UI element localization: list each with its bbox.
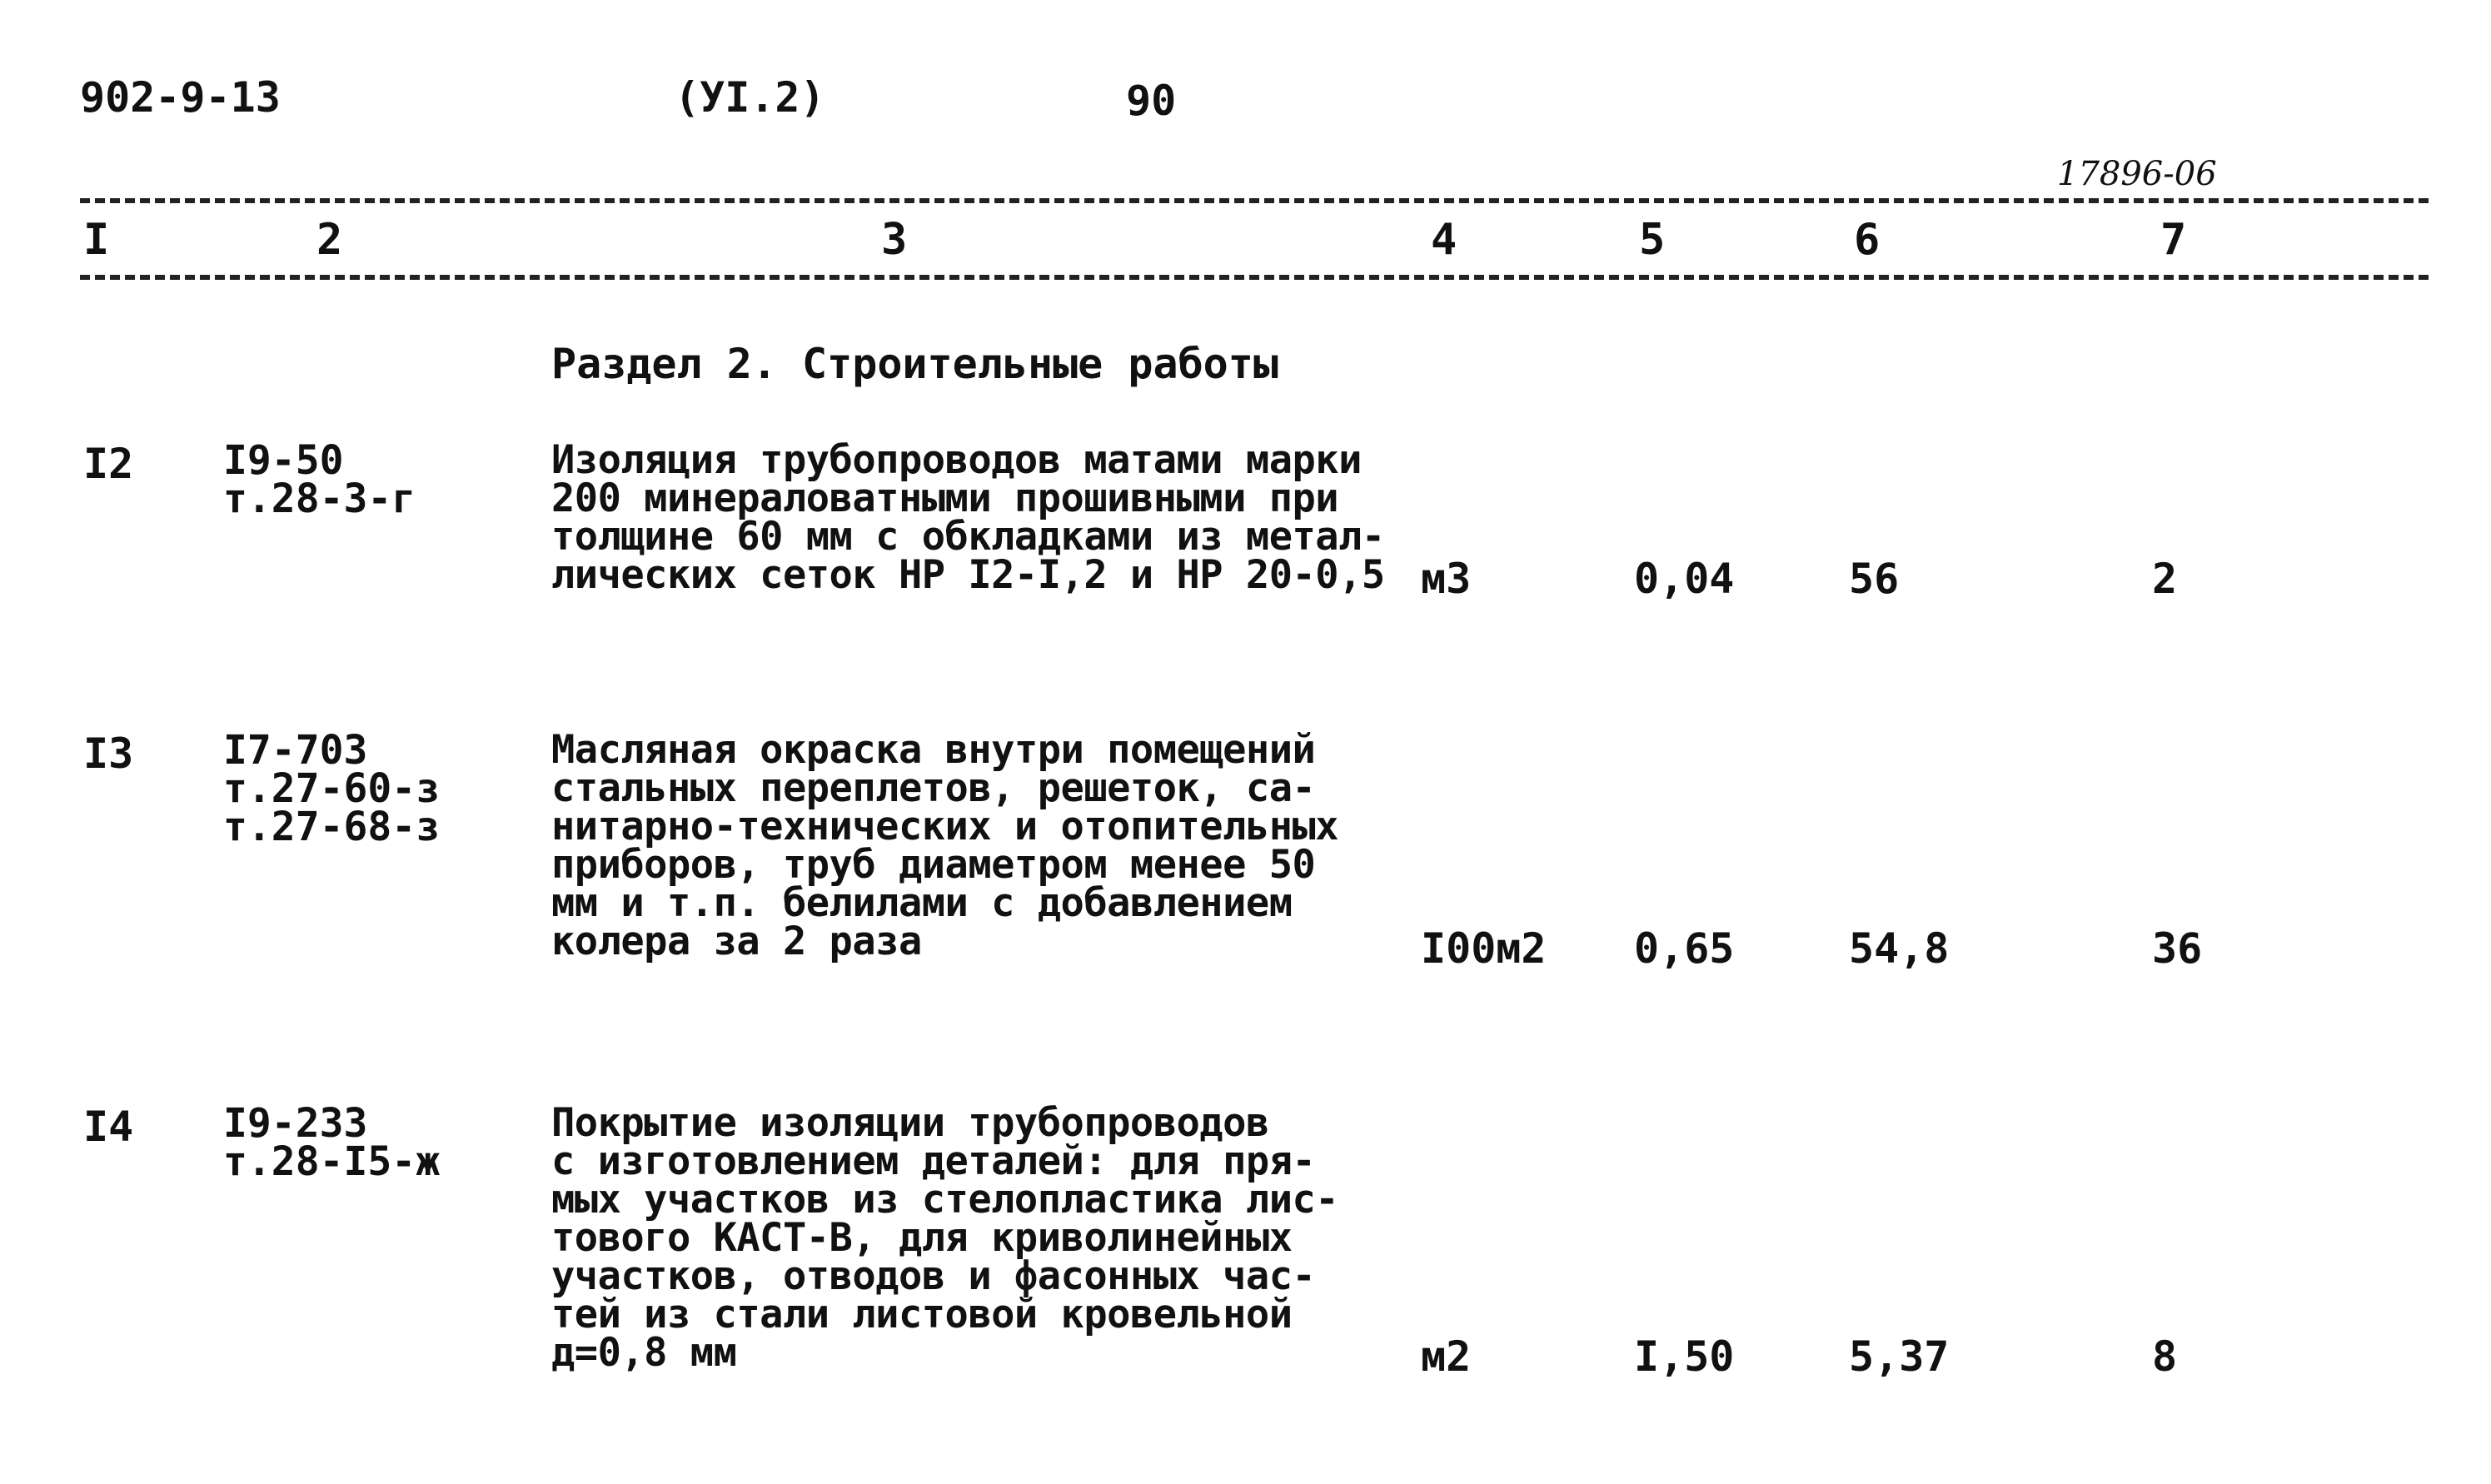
quantity: I,50: [1634, 1332, 1735, 1381]
unit-price: 5,37: [1849, 1332, 1950, 1381]
total-cost: 2: [2152, 555, 2178, 603]
header-bottom-rule: [80, 275, 2429, 280]
row-number: I2: [83, 440, 134, 488]
section-reference: (УI.2): [675, 73, 825, 122]
quantity: 0,65: [1634, 924, 1735, 973]
unit-price: 56: [1849, 555, 1900, 603]
rate-code: I7-703 т.27-60-з т.27-68-з: [223, 727, 441, 850]
page-number: 90: [1126, 77, 1177, 125]
column-header-5: 5: [1639, 215, 1666, 265]
document-code: 902-9-13: [80, 73, 281, 122]
work-description: Масляная окраска внутри помещений стальных переплетов, решеток, са- нитарно-технических и отопительных приборов, труб диаметром менее 50 мм и т.п. белилами с добавлением колера за 2 раза: [551, 727, 1339, 964]
rate-code: I9-233 т.28-I5-ж: [223, 1100, 441, 1185]
section-title: Раздел 2. Строительные работы: [551, 340, 1278, 388]
unit: м3: [1421, 555, 1472, 603]
unit: м2: [1421, 1332, 1472, 1381]
total-cost: 36: [2152, 924, 2203, 973]
column-header-6: 6: [1854, 215, 1881, 265]
quantity: 0,04: [1634, 555, 1735, 603]
header-top-rule: [80, 198, 2429, 203]
column-header-1: I: [83, 215, 110, 265]
column-header-7: 7: [2160, 215, 2187, 265]
column-header-4: 4: [1431, 215, 1457, 265]
row-number: I4: [83, 1103, 134, 1151]
work-description: Изоляция трубопроводов матами марки 200 минераловатными прошивными при толщине 60 мм с обкладками из метал- лических сеток НР I2-I,2 и НР 20-0,5: [551, 437, 1385, 598]
archive-number: 17896-06: [2057, 155, 2217, 193]
unit-price: 54,8: [1849, 924, 1950, 973]
column-header-3: 3: [881, 215, 908, 265]
rate-code: I9-50 т.28-3-г: [223, 437, 416, 522]
work-description: Покрытие изоляции трубопроводов с изготовлением деталей: для пря- мых участков из стелопластика лис- тового КАСТ-В, для криволинейных участков, отводов и фасонных час- тей из стали листовой кровельной д=0,8 мм: [551, 1100, 1339, 1376]
total-cost: 8: [2152, 1332, 2178, 1381]
column-header-2: 2: [316, 215, 343, 265]
unit: I00м2: [1421, 924, 1547, 973]
row-number: I3: [83, 730, 134, 778]
